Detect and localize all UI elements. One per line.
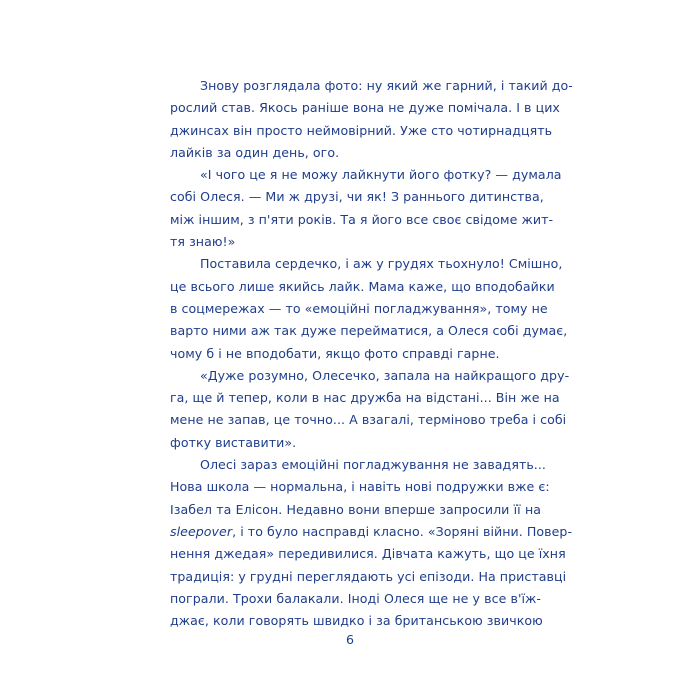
text-line: варто ними аж так дуже перейматися, а Олеся собі думає, [170,323,568,339]
text-line: це всього лише якийсь лайк. Мама каже, що вподобайки [170,278,555,294]
text-line: між іншим, з п'яти років. Та я його все своє свідоме жит- [170,211,554,227]
page-number: 6 [345,632,354,647]
italic-term: sleepover [170,523,233,539]
text-line: джає, коли говорять швидко і за британською звичкою [170,613,543,629]
text-line: фотку виставити». [170,434,297,450]
text-line: пограли. Трохи балакали. Іноді Олеся ще не у все в'їж- [170,590,541,606]
text-line: лайків за один день, ого. [170,144,340,160]
text-line: джинсах він просто неймовірний. Уже сто чотирнадцять [170,122,553,138]
text-line: га, ще й тепер, коли в нас дружба на відстані... Він же на [170,390,560,406]
text-line: мене не запав, це точно... А взагалі, терміново треба і собі [170,412,567,428]
text-line: Поставила сердечко, і аж у грудях тьохнуло! Смішно, [200,256,563,272]
text-line: чому б і не вподобати, якщо фото справді гарне. [170,345,500,361]
text-line: Ізабел та Елісон. Недавно вони вперше запросили її на [170,501,541,517]
text-line: «Дуже розумно, Олесечко, запала на найкращого дру- [200,367,570,383]
text-line: Олесі зараз емоційні погладжування не завадять... [200,457,546,473]
text-line: рослий став. Якось раніше вона не дуже помічала. І в цих [170,100,560,116]
text-line-with-italic: sleepover, і то було насправді класно. «Зоряні війни. Повер- [170,523,573,539]
text-line: собі Олеся. — Ми ж друзі, чи як! З раннього дитинства, [170,189,544,205]
text-line: в соцмережах — то «емоційні погладжування», тому не [170,300,548,316]
text-line: нення джедая» передивилися. Дівчата кажуть, що це їхня [170,546,566,562]
text-line: тя знаю!» [170,234,236,250]
text-line: Нова школа — нормальна, і навіть нові подружки вже є: [170,479,550,495]
text-line: традиція: у грудні переглядають усі епізоди. На приставці [170,568,567,584]
body-text [170,75,573,632]
text-line: «І чого це я не можу лайкнути його фотку? — думала [200,167,562,183]
text-line: Знову розглядала фото: ну який же гарний, і такий до- [200,78,573,93]
